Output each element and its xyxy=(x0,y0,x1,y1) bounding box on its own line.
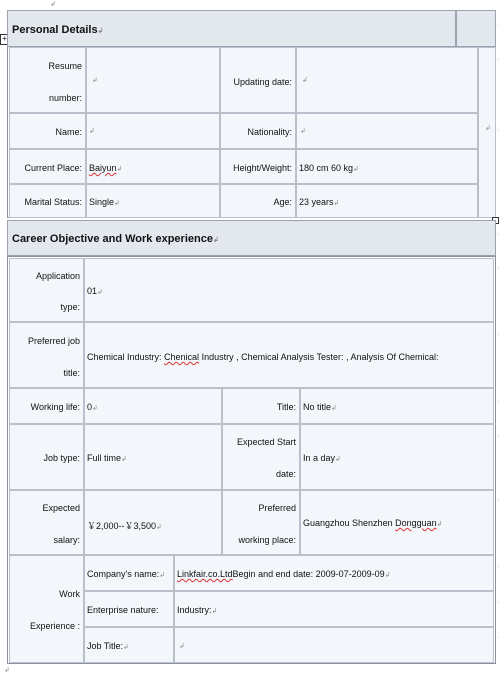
preferred-place-label-cell xyxy=(222,490,300,555)
working-life-label: Working life: xyxy=(30,402,80,412)
paragraph-mark: ↲ xyxy=(211,608,218,615)
title-text: No title xyxy=(303,402,332,412)
paragraph-mark: ↲ xyxy=(114,200,120,207)
current-place-value[interactable] xyxy=(86,149,220,184)
expected-salary-text: ￥2,000--￥3,500 xyxy=(87,521,157,531)
expected-start-label-cell xyxy=(222,424,300,490)
current-place-label: Current Place: xyxy=(24,163,82,173)
preferred-job-label: Preferred job xyxy=(27,336,80,346)
preferred-job-text-b: Chenical xyxy=(164,352,200,362)
expected-start-text: In a day xyxy=(303,453,336,463)
marital-status-label: Marital Status: xyxy=(24,197,82,207)
row-end-mark: ˒ xyxy=(497,126,500,133)
nationality-value[interactable] xyxy=(296,113,478,149)
age-text: 23 years xyxy=(299,197,334,207)
title-label-cell xyxy=(222,388,300,424)
height-weight-value[interactable] xyxy=(296,149,478,184)
paragraph-mark: ↲ xyxy=(384,572,391,579)
expected-start-label: Expected Start xyxy=(236,437,296,447)
paragraph-mark: ↲ xyxy=(4,667,10,674)
paragraph-mark: ↲ xyxy=(92,77,98,84)
preferred-job-label-2: title: xyxy=(63,368,80,378)
row-end-mark: ˒ xyxy=(497,432,500,439)
work-experience-label: Work xyxy=(59,589,80,599)
application-type-label-cell xyxy=(9,258,84,322)
paragraph-mark: ↲ xyxy=(89,128,95,135)
application-type-text: 01 xyxy=(87,286,98,296)
expected-salary-label-2: salary: xyxy=(53,535,80,545)
paragraph-mark: ↲ xyxy=(50,1,56,8)
paragraph-mark: ↲ xyxy=(92,405,98,412)
personal-details-header xyxy=(7,10,456,47)
name-label: Name: xyxy=(55,127,82,137)
paragraph-mark: ↲ xyxy=(333,200,340,207)
row-end-mark: ˒ xyxy=(497,633,500,640)
expected-start-value[interactable] xyxy=(300,424,494,490)
job-type-label-cell xyxy=(9,424,84,490)
row-end-mark: ˒ xyxy=(497,562,500,569)
preferred-place-text-b: Dongguan xyxy=(395,518,437,528)
name-value[interactable] xyxy=(86,113,220,149)
paragraph-mark: ↲ xyxy=(302,77,308,84)
job-title-label-cell xyxy=(84,627,174,663)
paragraph-mark: ↲ xyxy=(121,456,127,463)
row-end-mark: ˒ xyxy=(497,397,500,404)
paragraph-mark: ↲ xyxy=(116,166,123,173)
company-name-label: Company's name: xyxy=(87,569,160,579)
paragraph-mark: ↲ xyxy=(353,166,359,173)
preferred-place-label-2: working place: xyxy=(238,535,296,545)
right-margin-column xyxy=(478,47,496,218)
preferred-job-value[interactable] xyxy=(84,322,494,388)
row-end-mark: ˒ xyxy=(497,264,500,271)
row-end-mark: ˒ xyxy=(497,55,500,62)
marital-status-text: Single xyxy=(89,197,115,207)
preferred-job-label-cell xyxy=(9,322,84,388)
job-type-value[interactable] xyxy=(84,424,222,490)
nationality-label-cell xyxy=(220,113,296,149)
table-move-handle[interactable]: + xyxy=(0,34,9,45)
expected-salary-label: Expected xyxy=(42,503,80,513)
age-label-cell xyxy=(220,184,296,218)
personal-details-title: Personal Details xyxy=(12,24,98,36)
working-life-text: 0 xyxy=(87,402,93,412)
age-label: Age: xyxy=(273,197,292,207)
resume-number-label: Resume xyxy=(48,61,82,71)
career-title: Career Objective and Work experience xyxy=(12,233,213,245)
resume-number-label-2: number: xyxy=(48,93,82,103)
paragraph-mark: ↲ xyxy=(179,643,185,650)
paragraph-mark: ↲ xyxy=(97,28,104,35)
paragraph-mark: ↲ xyxy=(97,289,103,296)
application-type-value[interactable] xyxy=(84,258,494,322)
paragraph-mark: ↲ xyxy=(156,524,162,531)
job-title-label: Job Title: xyxy=(87,641,124,651)
title-value[interactable] xyxy=(300,388,494,424)
nationality-label: Nationality: xyxy=(247,127,292,137)
height-weight-label-cell xyxy=(220,149,296,184)
preferred-job-text-c: Industry , Chemical Analysis Tester: , Analysis Of Chemical: xyxy=(199,352,439,362)
row-end-mark: ˒ xyxy=(497,330,500,337)
resume-number-value[interactable] xyxy=(86,47,220,113)
paragraph-mark: ↲ xyxy=(335,456,341,463)
title-label: Title: xyxy=(276,402,296,412)
job-type-text: Full time xyxy=(87,453,122,463)
company-name-label-cell xyxy=(84,555,174,591)
preferred-place-label: Preferred xyxy=(258,503,296,513)
paragraph-mark: ↲ xyxy=(212,237,219,244)
industry-value[interactable] xyxy=(174,591,494,627)
company-dates-text: Begin and end date: 2009-07-2009-09 xyxy=(232,569,385,579)
current-place-label-cell xyxy=(9,149,86,184)
work-experience-label-cell xyxy=(9,555,84,663)
job-type-label: Job type: xyxy=(43,453,80,463)
career-header xyxy=(7,220,496,256)
paragraph-mark: ↲ xyxy=(123,644,129,651)
paragraph-mark: ↲ xyxy=(300,128,306,135)
expected-salary-value[interactable] xyxy=(84,490,222,555)
company-name-text: Linkfair.co.Ltd xyxy=(177,569,233,579)
current-place-text: Baiyun xyxy=(89,163,117,173)
expected-start-label-2: date: xyxy=(275,469,296,479)
height-weight-label: Height/Weight: xyxy=(233,163,292,173)
job-title-value[interactable] xyxy=(174,627,494,663)
row-end-mark: ˒ xyxy=(497,598,500,605)
row-end-mark: ˒ xyxy=(497,230,500,237)
personal-details-header-end xyxy=(456,10,496,47)
marital-status-value[interactable] xyxy=(86,184,220,218)
application-type-label-2: type: xyxy=(60,302,80,312)
enterprise-nature-label: Enterprise nature: xyxy=(87,605,159,615)
updating-date-label-cell xyxy=(220,47,296,113)
resume-number-label-cell xyxy=(9,47,86,113)
paragraph-mark: ↲ xyxy=(485,125,491,132)
enterprise-nature-label-cell xyxy=(84,591,174,627)
preferred-job-text-a: Chemical Industry: xyxy=(87,352,165,362)
height-weight-text: 180 cm 60 kg xyxy=(299,163,354,173)
row-end-mark: ˒ xyxy=(497,20,500,27)
paragraph-mark: ↲ xyxy=(159,572,166,579)
working-life-value[interactable] xyxy=(84,388,222,424)
row-end-mark: ˒ xyxy=(497,496,500,503)
name-label-cell xyxy=(9,113,86,149)
preferred-place-value[interactable] xyxy=(300,490,494,555)
marital-status-label-cell xyxy=(9,184,86,218)
age-value[interactable] xyxy=(296,184,478,218)
industry-label: Industry: xyxy=(177,605,212,615)
working-life-label-cell xyxy=(9,388,84,424)
application-type-label: Application xyxy=(35,271,80,281)
work-experience-label-2: Experience : xyxy=(29,621,80,631)
company-name-value[interactable] xyxy=(174,555,494,591)
paragraph-mark: ↲ xyxy=(436,521,443,528)
paragraph-mark: ↲ xyxy=(331,405,337,412)
updating-date-label: Updating date: xyxy=(233,77,292,87)
expected-salary-label-cell xyxy=(9,490,84,555)
preferred-place-text-a: Guangzhou Shenzhen xyxy=(303,518,396,528)
updating-date-value[interactable] xyxy=(296,47,478,113)
